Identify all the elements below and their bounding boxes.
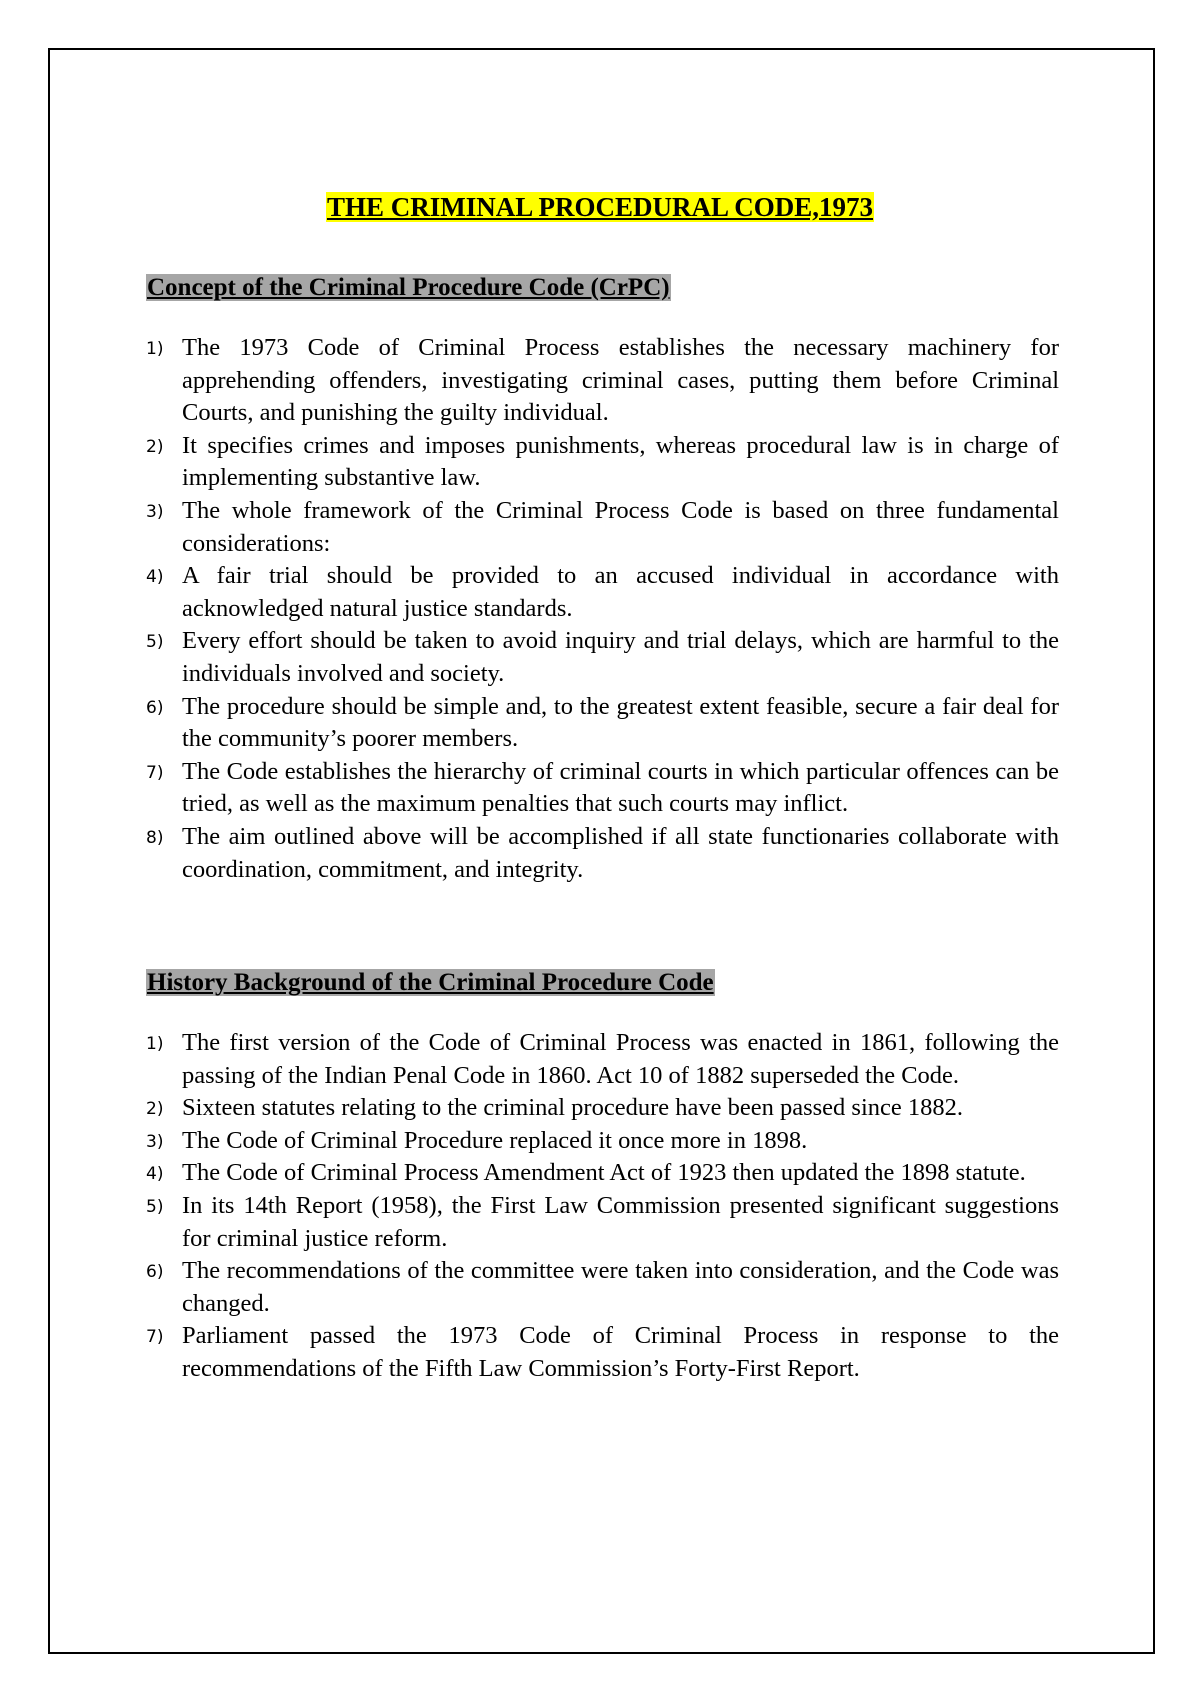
list-item	[146, 1092, 1059, 1125]
document-title	[0, 190, 1200, 224]
list-item-text: The 1973 Code of Criminal Process establishes the necessary machinery for apprehending offenders, investigating criminal cases, putting them before Criminal Courts, and punishing the guilty individual.	[182, 334, 1059, 427]
list-item-text: The procedure should be simple and, to the greatest extent feasible, secure a fair deal for the community’s poorer members.	[182, 692, 1059, 753]
section-heading-history-text: History Background of the Criminal Procedure Code	[147, 969, 714, 996]
section-heading-concept	[146, 272, 671, 304]
list-item-text: The whole framework of the Criminal Process Code is based on three fundamental considerations:	[182, 496, 1059, 557]
list-item-number: 4)	[146, 567, 164, 588]
list-item	[146, 430, 1059, 495]
list-item-text: Every effort should be taken to avoid inquiry and trial delays, which are harmful to the individuals involved and society.	[182, 627, 1059, 687]
list-item	[146, 625, 1059, 690]
list-item-text: Sixteen statutes relating to the criminal procedure have been passed since 1882.	[182, 1094, 964, 1122]
list-item	[146, 1320, 1059, 1385]
list-item	[146, 756, 1059, 821]
list-item	[146, 1255, 1059, 1320]
list-item	[146, 495, 1059, 560]
list-item-number: 8)	[146, 827, 164, 848]
list-item-text: The Code establishes the hierarchy of criminal courts in which particular offences can be tried, as well as the maximum penalties that such courts may inflict.	[182, 757, 1059, 818]
list-item	[146, 1125, 1059, 1158]
list-item-number: 1)	[146, 1034, 164, 1054]
list-item-number: 3)	[146, 1131, 164, 1152]
list-item-number: 4)	[146, 1164, 164, 1185]
document-title-text: THE CRIMINAL PROCEDURAL CODE,1973	[326, 192, 874, 222]
list-item-text: The Code of Criminal Procedure replaced it once more in 1898.	[182, 1126, 808, 1154]
concept-list	[146, 332, 1059, 886]
list-item-number: 3)	[146, 501, 164, 522]
list-item	[146, 821, 1059, 886]
list-item	[146, 691, 1059, 756]
list-item-number: 7)	[146, 762, 164, 783]
list-item-number: 5)	[146, 1196, 164, 1217]
list-item-text: The recommendations of the committee were taken into consideration, and the Code was changed.	[182, 1257, 1059, 1317]
list-item	[146, 1190, 1059, 1255]
list-item-text: The first version of the Code of Criminal Process was enacted in 1861, following the passing of the Indian Penal Code in 1860. Act 10 of 1882 superseded the Code.	[182, 1029, 1059, 1089]
list-item-text: In its 14th Report (1958), the First Law Commission presented significant suggestions for criminal justice reform.	[182, 1191, 1059, 1252]
list-item-text: Parliament passed the 1973 Code of Criminal Process in response to the recommendations of the Fifth Law Commission’s Forty-First Report.	[182, 1322, 1059, 1382]
list-item-number: 6)	[146, 1262, 164, 1283]
section-heading-history	[146, 967, 715, 999]
list-item-text: It specifies crimes and imposes punishments, whereas procedural law is in charge of implementing substantive law.	[182, 431, 1059, 492]
list-item	[146, 560, 1059, 625]
list-item-number: 2)	[146, 436, 164, 457]
history-list	[146, 1027, 1059, 1386]
list-item-number: 1)	[146, 339, 164, 359]
list-item	[146, 1157, 1059, 1190]
list-item	[146, 1027, 1059, 1092]
list-item-text: The aim outlined above will be accomplished if all state functionaries collaborate with coordination, commitment, and integrity.	[182, 822, 1059, 883]
list-item-number: 5)	[146, 632, 164, 653]
list-item-text: A fair trial should be provided to an accused individual in accordance with acknowledged natural justice standards.	[182, 562, 1059, 622]
list-item-number: 7)	[146, 1327, 164, 1348]
list-item-text: The Code of Criminal Process Amendment Act of 1923 then updated the 1898 statute.	[182, 1159, 1026, 1187]
list-item-number: 2)	[146, 1099, 164, 1120]
section-heading-concept-text: Concept of the Criminal Procedure Code (CrPC)	[147, 274, 670, 301]
list-item-number: 6)	[146, 697, 164, 718]
list-item	[146, 332, 1059, 430]
